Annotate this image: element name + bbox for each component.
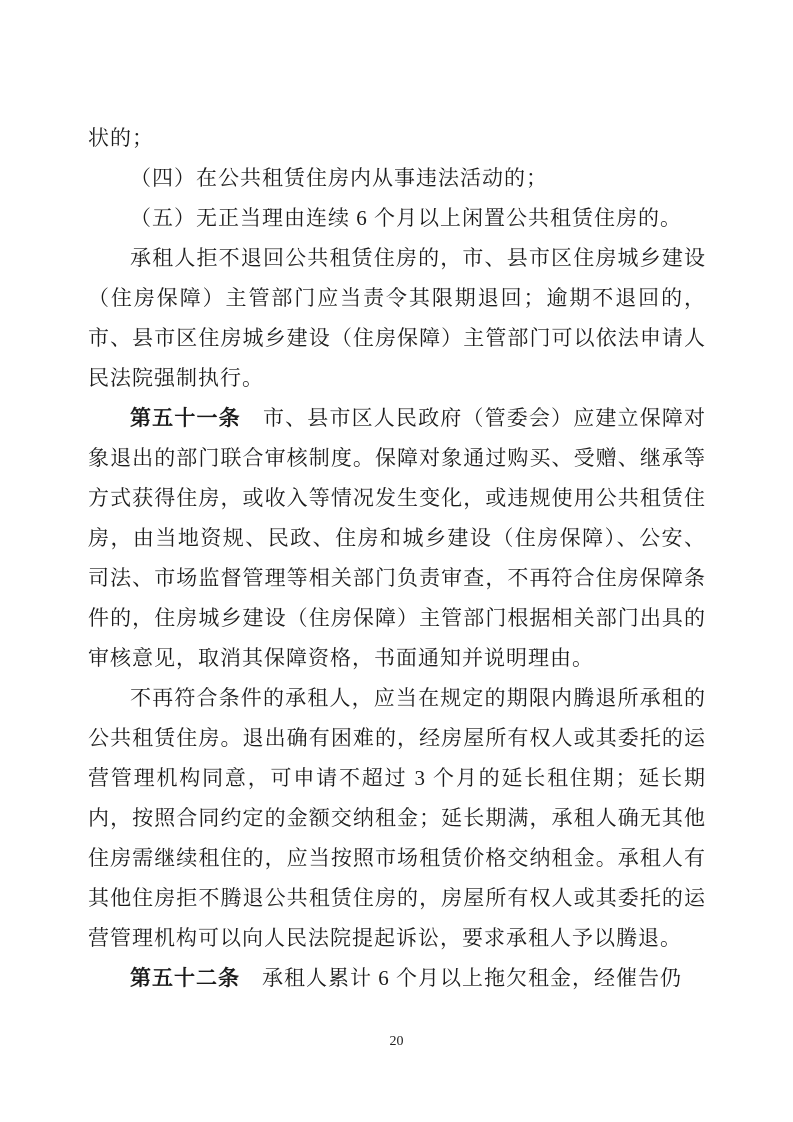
paragraph-text: 承租人拒不退回公共租赁住房的，市、县市区住房城乡建设（住房保障）主管部门应当责令其限期退回；逾期不退回的，市、县市区住房城乡建设（住房保障）主管部门可以依法申请人民法院强制执行。 [88,246,706,390]
document-body [88,118,706,998]
article-number-bold: 第五十一条 [130,406,241,430]
paragraph-article-52 [88,958,706,998]
paragraph-text: 市、县市区人民政府（管委会）应建立保障对象退出的部门联合审核制度。保障对象通过购买、受赠、继承等方式获得住房，或收入等情况发生变化，或违规使用公共租赁住房，由当地资规、民政、住房和城乡建设（住房保障）、公安、司法、市场监督管理等相关部门负责审查，不再符合住房保障条件的，住房城乡建设（住房保障）主管部门根据相关部门出具的审核意见，取消其保障资格，书面通知并说明理由。 [88,406,707,670]
paragraph-item-5 [88,198,706,238]
paragraph-continuation [88,118,706,158]
paragraph-article-51 [88,398,706,678]
paragraph-text: 承租人累计 6 个月以上拖欠租金，经催告仍 [240,966,682,990]
paragraph-text: 不再符合条件的承租人，应当在规定的期限内腾退所承租的公共租赁住房。退出确有困难的，经房屋所有权人或其委托的运营管理机构同意，可申请不超过 3 个月的延长租住期；延长期内，按照合同约定的金额交纳租金；延长期满，承租人确无其他住房需继续租住的，应当按照市场租赁价格交纳租金。承租人有其他住房拒不腾退公共租赁住房的，房屋所有权人或其委托的运营管理机构可以向人民法院提起诉讼，要求承租人予以腾退。 [88,686,706,950]
paragraph-text: （五）无正当理由连续 6 个月以上闲置公共租赁住房的。 [130,206,682,230]
article-number-bold: 第五十二条 [130,966,240,990]
paragraph-vacate-rules [88,678,706,958]
paragraph-enforcement [88,238,706,398]
paragraph-text: 状的； [88,126,154,150]
paragraph-text: （四）在公共租赁住房内从事违法活动的； [130,166,548,190]
page-number: 20 [389,1034,404,1049]
page-footer [0,1032,793,1050]
paragraph-item-4 [88,158,706,198]
